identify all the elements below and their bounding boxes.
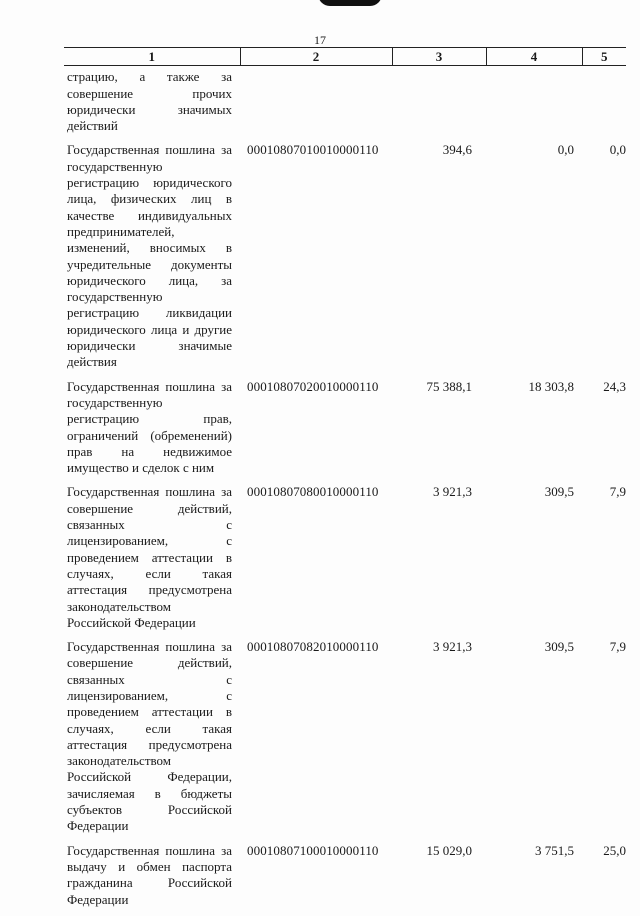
row-value-col4: 0,0 (557, 142, 574, 158)
row-code: 00010807082010000110 (247, 639, 379, 655)
row-value-col3: 3 921,3 (433, 639, 472, 655)
table-row (64, 484, 626, 639)
column-header-5: 5 (582, 48, 626, 66)
row-code: 00010807100010000110 (247, 842, 379, 858)
row-name: Государственная пошлина за совершение действий, связанных с лицензированием, с проведением аттестации в случаях, если такая аттестация предусмотрена законодательством Российской Федерации (67, 484, 232, 630)
column-header-1: 1 (64, 48, 240, 66)
row-name: страцию, а также за совершение прочих юридически значимых действий (67, 69, 232, 134)
row-value-col5: 7,9 (609, 484, 626, 500)
table-row (64, 379, 626, 485)
row-value-col4: 309,5 (544, 484, 574, 500)
row-value-col3: 394,6 (442, 142, 472, 158)
row-value-col5: 25,0 (603, 842, 626, 858)
scan-ink-blot (318, 0, 382, 6)
row-code: 00010807020010000110 (247, 378, 379, 394)
column-number-header (64, 48, 626, 66)
row-value-col3: 15 029,0 (426, 842, 472, 858)
row-value-col3 (392, 66, 486, 143)
row-name: Государственная пошлина за выдачу и обмен паспорта гражданина Российской Федерации (67, 842, 232, 907)
table-row (64, 639, 626, 843)
table-row (64, 66, 626, 143)
row-code: 00010807010010000110 (247, 142, 379, 158)
row-code: 00010807080010000110 (247, 484, 379, 500)
row-value-col4 (486, 66, 582, 143)
row-value-col5: 7,9 (609, 639, 626, 655)
row-value-col4: 309,5 (544, 639, 574, 655)
page-number: 17 (314, 33, 326, 47)
row-name: Государственная пошлина за государственную регистрацию юридического лица, физических лиц в качестве индивидуальных предпринимателей, изменений, вносимых в учредительные документы юридического лица, за государственную регистрацию ликвидации юридического лица и другие юридически значимые действия (67, 142, 232, 370)
row-value-col4: 18 303,8 (528, 378, 574, 394)
row-name: Государственная пошлина за государственную регистрацию прав, ограничений (обременений) прав на недвижимое имущество и сделок с ним (67, 378, 232, 476)
table-row (64, 142, 626, 378)
budget-table (64, 47, 626, 916)
row-code (240, 66, 392, 143)
column-header-2: 2 (240, 48, 392, 66)
row-value-col5: 24,3 (603, 378, 626, 394)
column-header-4: 4 (486, 48, 582, 66)
row-value-col5 (582, 66, 626, 143)
row-value-col3: 75 388,1 (426, 378, 472, 394)
column-header-3: 3 (392, 48, 486, 66)
row-value-col5: 0,0 (609, 142, 626, 158)
row-value-col3: 3 921,3 (433, 484, 472, 500)
row-value-col4: 3 751,5 (535, 842, 574, 858)
row-name: Государственная пошлина за совершение действий, связанных с лицензированием, с проведением аттестации в случаях, если такая аттестация предусмотрена законодательством Российской Федерации, зачисляемая в бюджеты субъектов Российской Федерации (67, 639, 232, 834)
